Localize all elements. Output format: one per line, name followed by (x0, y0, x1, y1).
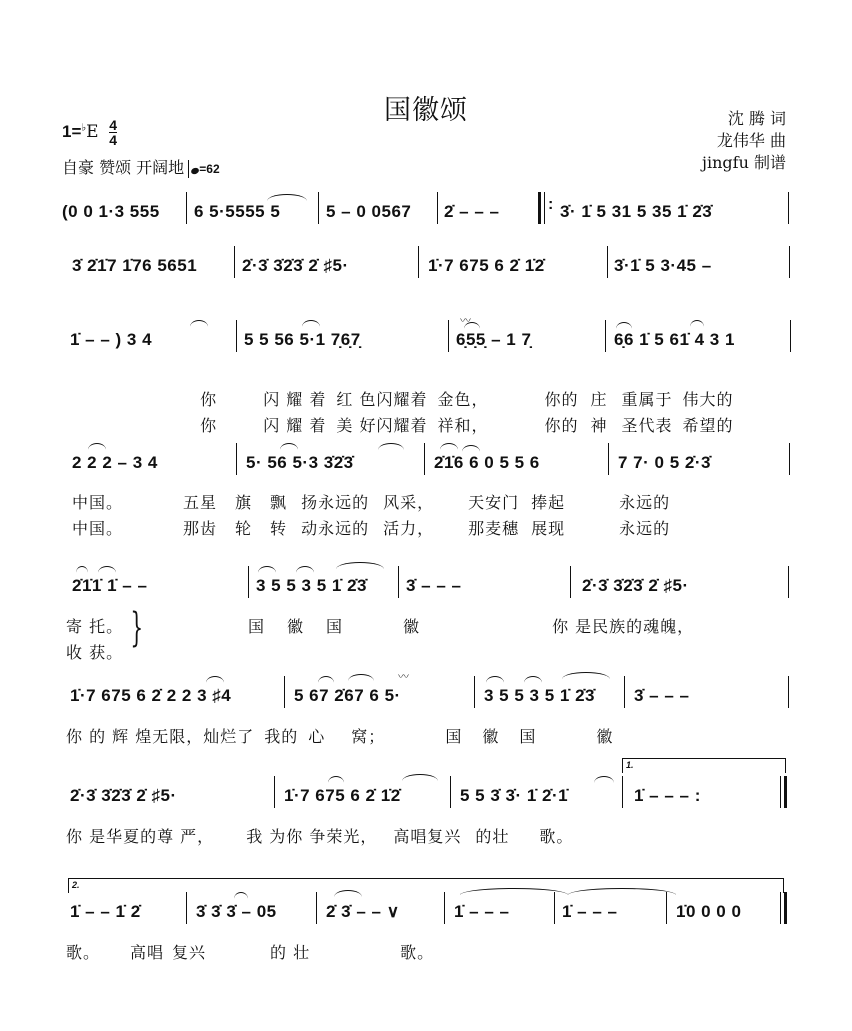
lyric: 高唱复兴 (393, 827, 462, 846)
slur (462, 445, 480, 452)
measure: 1̇·7 675 6 2̇ 1̇2̇ (284, 786, 401, 805)
lyric: 动永远的 (301, 519, 370, 538)
quarter-note-icon (188, 160, 190, 178)
lyric: 高唱 (130, 943, 165, 962)
slur (318, 676, 334, 683)
measure: 1̇ – – – : (634, 786, 701, 805)
lyric: 中国。 (72, 493, 124, 512)
slur (690, 320, 704, 327)
time-signature (109, 118, 117, 147)
score-line-7 (62, 782, 792, 812)
time-sig-top: 4 (109, 117, 118, 133)
lyric: 扬永远的 (301, 493, 370, 512)
final-barline (780, 892, 787, 924)
measure: 2 2 2 – 3 4 (72, 453, 158, 472)
lyric: 你 (200, 390, 218, 409)
lyric: 歌。 (66, 943, 101, 962)
lyric: 徽 (403, 617, 421, 636)
measure: 3̇ 3̇ 3̇ – 05 (196, 902, 277, 921)
measure: 1̇ – – 1̇ 2̇ (70, 902, 141, 921)
slur (88, 443, 106, 450)
barline (622, 776, 623, 808)
measure: 1̇·7 675 6 2̇ 2 2 3 ♯4 (70, 686, 232, 705)
measure: 3̇ – – – (406, 576, 462, 595)
measure: 2̇·3̇ 3̇2̇3̇ 2̇ ♯5· (70, 786, 177, 805)
slur (296, 566, 314, 573)
arranger: jingfu 制谱 (702, 153, 786, 172)
lyric: 你的 (544, 416, 579, 435)
tempo-value: =62 (199, 162, 220, 176)
slur (328, 776, 344, 783)
repeat-end-barline (780, 776, 787, 808)
score-line-4 (62, 449, 792, 479)
lyric: 你 (200, 416, 218, 435)
barline (418, 246, 419, 278)
tie (267, 194, 307, 201)
lyric: 希望的 (682, 416, 734, 435)
flat-sign: ♭ (81, 122, 87, 134)
lyric: 转 (270, 519, 288, 538)
lyric: 我的 (264, 727, 299, 746)
lyric: 国 (326, 617, 344, 636)
lyric: 风采， (383, 493, 435, 512)
lyric: 徽 (287, 617, 305, 636)
repeat-dots: : (548, 196, 554, 213)
slur (594, 776, 614, 783)
lyric: 伟大的 (682, 390, 734, 409)
key-signature (62, 118, 117, 147)
slur (76, 566, 88, 573)
measure: 2̇·3̇ 3̇2̇3̇ 2̇ ♯5· (582, 576, 689, 595)
expression-text: 自豪 赞颂 开阔地 (62, 158, 185, 177)
measure: 2̇·3̇ 3̇2̇3̇ 2̇ ♯5· (242, 256, 349, 275)
volta-number: 1. (626, 760, 634, 770)
slur (616, 322, 632, 329)
score-line-8 (62, 898, 792, 928)
measure: 3̇ – – – (634, 686, 690, 705)
lyric: 那齿 (183, 519, 218, 538)
barline (790, 320, 791, 352)
time-sig-bottom: 4 (109, 132, 118, 148)
barline (570, 566, 571, 598)
volta-number: 2. (72, 880, 80, 890)
measure: 5· 56 5·3 3̇2̇3̇ (246, 453, 354, 472)
tie (460, 888, 568, 895)
barline (624, 676, 625, 708)
brace-icon: } (130, 605, 144, 651)
barline (789, 246, 790, 278)
lyric: 收 获。 (66, 643, 124, 662)
barline (284, 676, 285, 708)
barline (788, 566, 789, 598)
measure: 6 5·5555 5 (194, 202, 281, 221)
score-line-6 (62, 671, 792, 712)
lyric: 你 是华夏的尊 严， (66, 827, 215, 846)
measure: 3̇ 2̇1̇7 1̇76 5651 (72, 256, 198, 275)
slur (280, 443, 298, 450)
lyric: 闪 耀 着 (263, 416, 327, 435)
lyric: 徽 (482, 727, 500, 746)
composer: 龙伟华 曲 (716, 131, 786, 150)
lyric: 闪 耀 着 (263, 390, 327, 409)
slur (464, 322, 480, 329)
lyric: 展现 (531, 519, 566, 538)
barline (789, 443, 790, 475)
lyric: 红 色闪耀着 (336, 390, 428, 409)
lyric: 天安门 (468, 493, 520, 512)
measure: 6̣6 1̇ 5 61̇ 4 3 1 (614, 330, 735, 349)
lyric: 复兴 (172, 943, 207, 962)
slur (190, 320, 208, 327)
second-ending-bracket (68, 878, 784, 893)
lyric: 的壮 (475, 827, 510, 846)
slur (524, 676, 542, 683)
measure: 5 – 0 0567 (326, 202, 412, 221)
lyric-line (66, 940, 434, 963)
slur (98, 566, 116, 573)
lyric: 你 是民族的魂魄， (552, 617, 695, 636)
slur (440, 443, 458, 450)
lyric: 神 (590, 416, 608, 435)
mordent-icon: 〰 (460, 315, 471, 327)
score-line-2 (62, 252, 792, 282)
measure: 2̇1̇6 6 0 5 5 6 (434, 453, 540, 472)
measure: 7 7· 0 5 2̇·3̇ (618, 453, 711, 472)
key-label: 1= (62, 121, 82, 141)
slur (378, 443, 404, 450)
barline (424, 443, 425, 475)
lyric: 你 的 辉 煌无限，灿烂了 (66, 727, 255, 746)
measure: 5 67 2̇67 6 5· (294, 686, 401, 705)
credits (702, 108, 786, 174)
lyric: 那麦穗 (468, 519, 520, 538)
measure: 5 5 56 5·1 7̣6̣7̣ (244, 330, 361, 349)
lyric-verse2 (66, 640, 123, 663)
barline (788, 676, 789, 708)
lyric: 国 (445, 727, 463, 746)
repeat-start-barline (538, 192, 545, 224)
measure: 1̇0 0 0 0 (676, 902, 742, 921)
lyric: 的 壮 (270, 943, 311, 962)
lyric: 歌。 (539, 827, 574, 846)
first-ending-bracket (622, 758, 786, 773)
barline (788, 192, 789, 224)
slur (334, 890, 362, 897)
slur (258, 566, 276, 573)
barline (666, 892, 667, 924)
measure: 1̇ – – – (562, 902, 618, 921)
measure: 1̇·7 675 6 2̇ 1̇2̇ (428, 256, 545, 275)
barline (316, 892, 317, 924)
barline (437, 192, 438, 224)
measure: 3 5 5 3 5 1̇ 2̇3̇ (256, 576, 367, 595)
barline (186, 192, 187, 224)
barline (236, 443, 237, 475)
lyric-verse1 (72, 490, 670, 513)
measure: 2̇ – – – (444, 202, 500, 221)
lyric: 祥和， (437, 416, 489, 435)
slur (336, 562, 384, 569)
lyric: 永远的 (619, 519, 671, 538)
lyric-verse2 (72, 516, 670, 539)
lyric-line (66, 824, 573, 847)
measure: 3̇·1̇ 5 3·45 – (614, 256, 712, 275)
barline (234, 246, 235, 278)
lyric: 圣代表 (621, 416, 673, 435)
slur (302, 320, 320, 327)
barline (607, 246, 608, 278)
lyric: 飘 (270, 493, 288, 512)
slur (562, 672, 610, 679)
score-line-5 (62, 572, 792, 602)
slur (348, 674, 374, 681)
lyric: 我 为你 争荣光， (246, 827, 378, 846)
lyric: 徽 (596, 727, 614, 746)
barline (444, 892, 445, 924)
lyric: 活力， (383, 519, 435, 538)
measure: 5 5 3̇ 3̇· 1̇ 2̇·1̇ (460, 786, 569, 805)
barline (448, 320, 449, 352)
lyric: 美 好闪耀着 (336, 416, 428, 435)
barline (398, 566, 399, 598)
lyric: 重属于 (621, 390, 673, 409)
lyric: 国 (248, 617, 266, 636)
barline (608, 443, 609, 475)
lyric-verse2 (188, 394, 734, 436)
score-line-1 (62, 198, 792, 228)
lyric: 你的 (544, 390, 579, 409)
barline (274, 776, 275, 808)
measure: 2̇1̇1̇ 1̇ – – (72, 576, 148, 595)
lyric-chorus (248, 614, 694, 637)
lyric: 轮 (235, 519, 253, 538)
barline (554, 892, 555, 924)
song-title: 国徽颂 (384, 95, 468, 126)
measure: 3 5 5 3 5 1̇ 2̇3̇ (484, 686, 595, 705)
lyric: 国 (519, 727, 537, 746)
measure: 2̇ 3̇ – – ∨ (326, 902, 400, 921)
score-line-3 (62, 315, 792, 356)
lyric-line (66, 724, 613, 747)
mordent-icon: 〰 (398, 671, 409, 683)
slur (234, 892, 248, 899)
measure: (0 0 1·3 555 (62, 202, 160, 221)
measure: 6̣5̣5̣ – 1 7̣ (456, 330, 532, 349)
barline (186, 892, 187, 924)
barline (236, 320, 237, 352)
barline (605, 320, 606, 352)
slur (486, 676, 504, 683)
lyric: 五星 (183, 493, 218, 512)
lyric: 窝； (351, 727, 386, 746)
lyric: 永远的 (619, 493, 671, 512)
lyricist: 沈 腾 词 (727, 109, 786, 128)
barline (474, 676, 475, 708)
slur (402, 774, 438, 781)
lyric: 捧起 (531, 493, 566, 512)
lyric: 旗 (235, 493, 253, 512)
tie (568, 888, 676, 895)
lyric: 庄 (590, 390, 608, 409)
tempo-marking (62, 155, 220, 178)
measure: 3̇· 1̇ 5 31 5 35 1̇ 2̇3̇ (560, 202, 713, 221)
lyric: 心 (308, 727, 326, 746)
lyric: 中国。 (72, 519, 124, 538)
measure: 1̇ – – ) 3 4 (70, 330, 153, 349)
slur (206, 676, 224, 683)
key-note: E (86, 121, 99, 142)
barline (318, 192, 319, 224)
lyric: 寄 托。 (66, 617, 124, 636)
lyric: 歌。 (400, 943, 435, 962)
lyric-verse1 (66, 614, 123, 637)
barline (248, 566, 249, 598)
measure: 1̇ – – – (454, 902, 510, 921)
barline (450, 776, 451, 808)
lyric: 金色， (437, 390, 489, 409)
